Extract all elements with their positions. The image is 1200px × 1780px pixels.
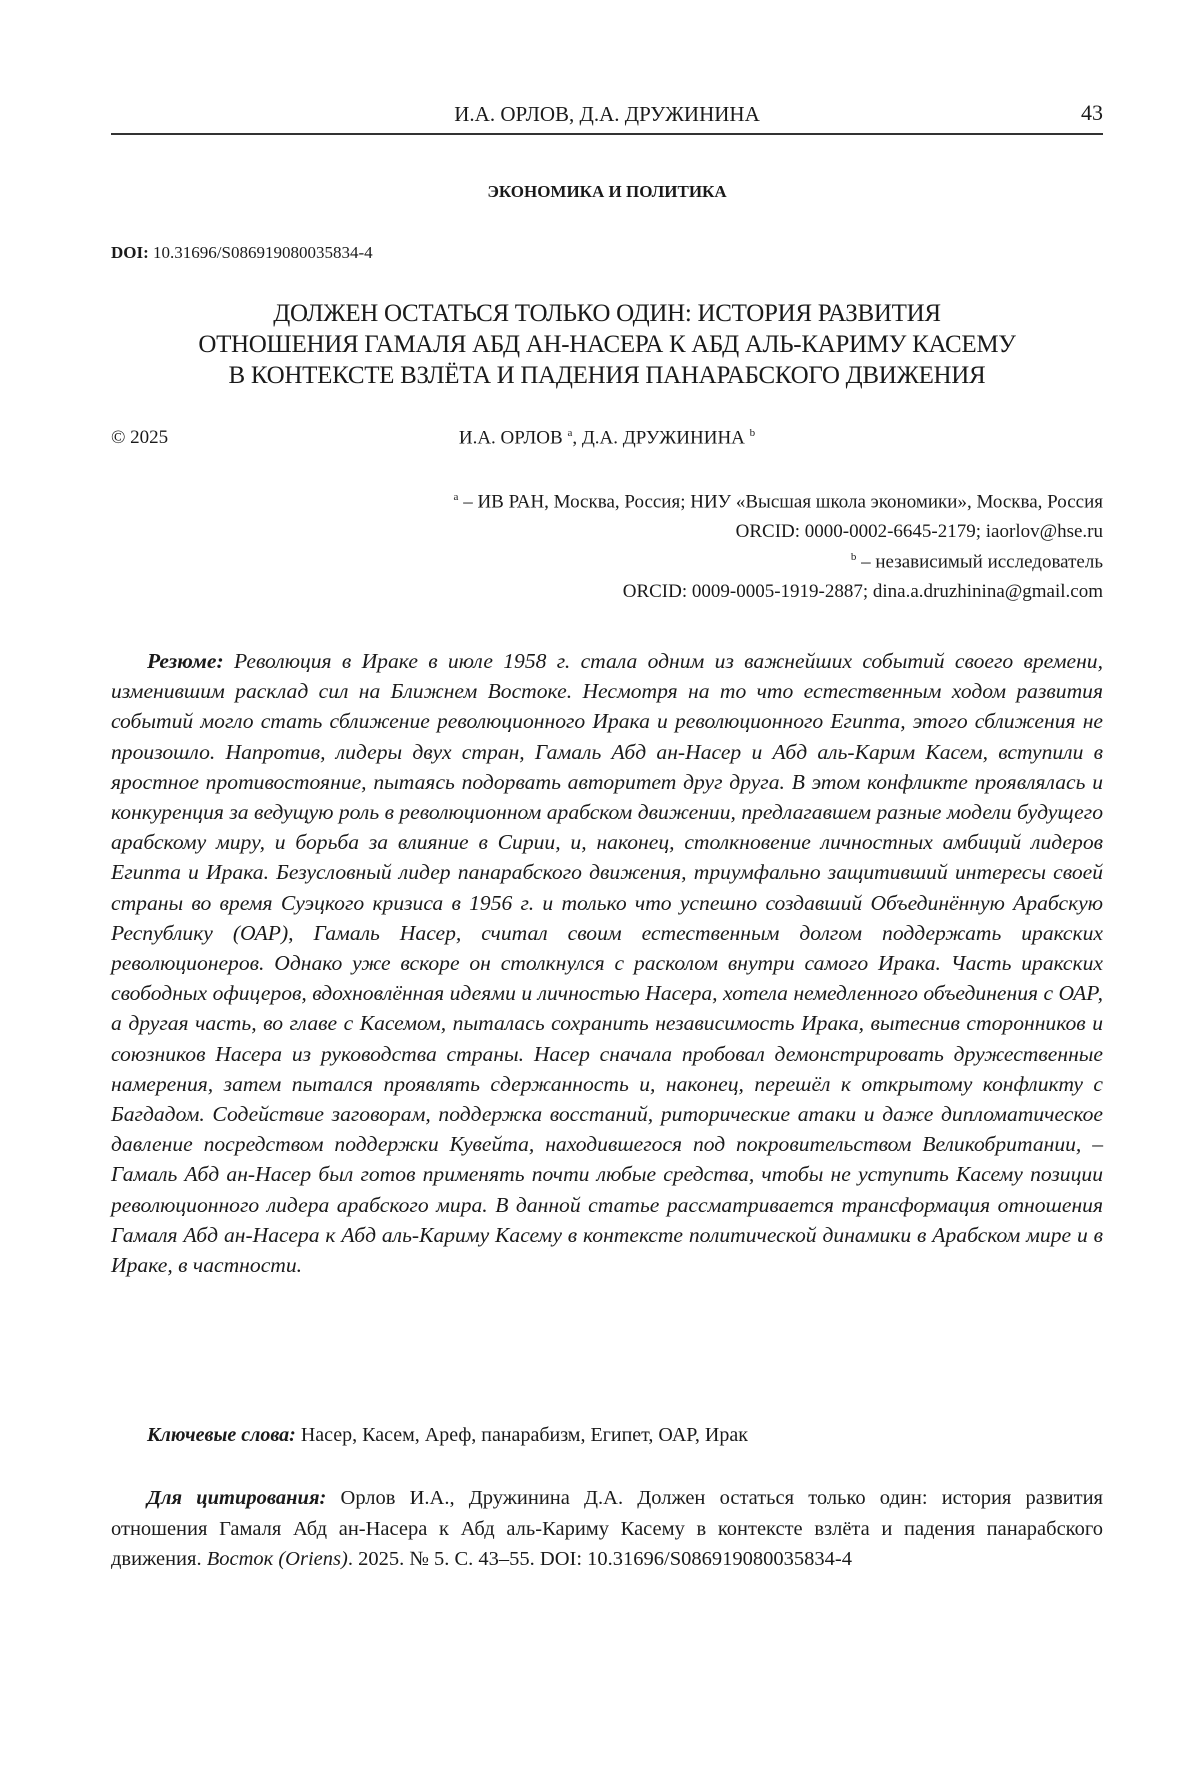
orcid-text[interactable]: ORCID: 0000-0002-6645-2179; iaorlov@hse.ru <box>736 521 1103 542</box>
running-title: И.А. ОРЛОВ, Д.А. ДРУЖИНИНА <box>111 102 1103 127</box>
orcid-text[interactable]: ORCID: 0009-0005-1919-2887; dina.a.druzhinina@gmail.com <box>623 581 1103 602</box>
abstract-label: Резюме: <box>147 649 224 673</box>
running-header <box>111 100 1103 130</box>
abstract-text: Революция в Ираке в июле 1958 г. стала одним из важнейших событий своего времени, изменившим расклад сил на Ближнем Востоке. Несмотря на то что естественным ходом развития событий могло стать сближение революционного Ирака и революционного Египта, этого сближения не произошло. Напротив, лидеры двух стран, Гамаль Абд ан-Насер и Абд аль-Карим Касем, вступили в яростное противостояние, пытаясь подорвать авторитет друг друга. В этом конфликте проявлялась и конкуренция за ведущую роль в революционном арабском движении, предлагавшем разные модели будущего арабскому миру, и борьба за влияние в Сирии, и, наконец, столкновение личностных амбиций лидеров Египта и Ирака. Безусловный лидер панарабского движения, триумфально защитивший интересы своей страны во время Суэцкого кризиса в 1956 г. и только что успешно создавший Объединённую Арабскую Республику (ОАР), Гамаль Насер, считал своим естественным долгом поддержать иракских революционеров. Однако уже вскоре он столкнулся с расколом внутри самого Ирака. Часть иракских свободных офицеров, вдохновлённая идеями и личностью Насера, хотела немедленного объединения с ОАР, а другая часть, во главе с Касемом, пыталась сохранить независимость Ирака, вытеснив сторонников и союзников Насера из руководства страны. Насер сначала пробовал демонстрировать дружественные намерения, затем пытался проявлять сдержанность и, наконец, перешёл к открытому конфликту с Багдадом. Содействие заговорам, поддержка восстаний, риторические атаки и даже дипломатическое давление посредством поддержки Кувейта, находившегося под покровительством Великобритании, – Гамаль Абд ан-Насер был готов применять почти любые средства, чтобы не уступить Касему позиции революционного лидера арабского мира. В данной статье рассматривается трансформация отношения Гамаля Абд ан-Насера к Абд аль-Кариму Касему в контексте политической динамики в Арабском мире и в Ираке, в частности. <box>111 649 1103 1277</box>
author-mark: b <box>750 427 756 439</box>
affiliation-mark: a <box>454 491 459 503</box>
authors: И.А. ОРЛОВ a, Д.А. ДРУЖИНИНА b <box>111 427 1103 449</box>
author-name: Д.А. ДРУЖИНИНА <box>582 427 745 448</box>
citation-label: Для цитирования: <box>147 1487 326 1509</box>
citation-text: Орлов И.А., Дружинина Д.А. Должен остаться только один: история развития отношения Гамаля Абд ан-Насера к Абд аль-Кариму Касему в контексте взлёта и падения панарабского движения. <box>111 1487 1103 1570</box>
affiliation-text: – независимый исследователь <box>861 551 1103 572</box>
header-rule <box>111 133 1103 135</box>
keywords <box>111 1424 1103 1447</box>
copyright: © 2025 <box>111 427 168 449</box>
keywords-text: Насер, Касем, Ареф, панарабизм, Египет, ОАР, Ирак <box>301 1424 748 1446</box>
doi-label: DOI: <box>111 243 149 262</box>
doi-line <box>111 243 373 263</box>
author-name: И.А. ОРЛОВ <box>459 427 563 448</box>
page-number: 43 <box>1081 100 1103 126</box>
title-line: ОТНОШЕНИЯ ГАМАЛЯ АБД АН-НАСЕРА К АБД АЛЬ-КАРИМУ КАСЕМУ <box>111 329 1103 360</box>
orcid-line <box>623 581 1103 603</box>
orcid-line <box>736 521 1103 543</box>
affiliation-text: – ИВ РАН, Москва, Россия; НИУ «Высшая школа экономики», Москва, Россия <box>463 491 1103 512</box>
title-line: ДОЛЖЕН ОСТАТЬСЯ ТОЛЬКО ОДИН: ИСТОРИЯ РАЗВИТИЯ <box>111 298 1103 329</box>
title-line: В КОНТЕКСТЕ ВЗЛЁТА И ПАДЕНИЯ ПАНАРАБСКОГО ДВИЖЕНИЯ <box>111 360 1103 391</box>
citation <box>111 1483 1103 1575</box>
affiliation <box>454 491 1103 513</box>
keywords-label: Ключевые слова: <box>147 1424 296 1446</box>
affiliation-mark: b <box>851 551 857 563</box>
abstract <box>111 646 1103 1280</box>
citation-journal: Восток (Oriens) <box>207 1548 348 1570</box>
doi-value: 10.31696/S086919080035834-4 <box>153 243 373 262</box>
section-heading: ЭКОНОМИКА И ПОЛИТИКА <box>111 182 1103 202</box>
citation-details: . 2025. № 5. С. 43–55. DOI: 10.31696/S086919080035834-4 <box>348 1548 852 1570</box>
affiliation <box>851 551 1103 573</box>
article-title <box>111 298 1103 391</box>
author-mark: a <box>567 427 572 439</box>
